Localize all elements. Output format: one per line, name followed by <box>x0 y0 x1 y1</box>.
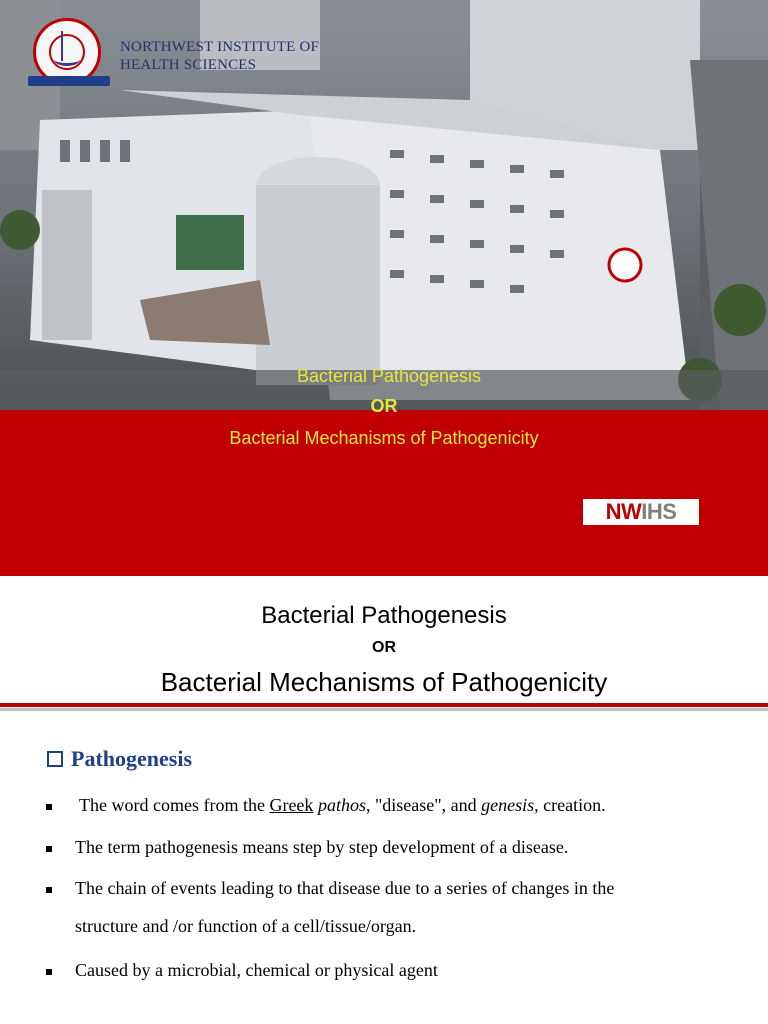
hospital-photo <box>0 0 768 410</box>
square-bullet-icon <box>46 887 52 893</box>
bullet-text: The word comes from the Greek pathos, "disease", and genesis, creation. <box>79 795 606 815</box>
content-slide <box>0 576 768 1024</box>
slide2-title-or: OR <box>372 639 396 656</box>
book-icon <box>54 53 80 66</box>
bullet-text: Caused by a microbial, chemical or physical agent <box>75 960 438 980</box>
institute-name: NORTHWEST INSTITUTE OF HEALTH SCIENCES <box>120 39 320 73</box>
bullet-text: The chain of events leading to that disease due to a series of changes in the structure and /or function of a cell/tissue/organ. <box>75 878 615 936</box>
slide2-title-line2: Bacterial Mechanisms of Pathogenicity <box>160 667 608 697</box>
square-bullet-icon <box>46 969 52 975</box>
square-bullet-icon <box>46 804 52 810</box>
square-bullet-icon <box>46 846 52 852</box>
hospital-building-illustration <box>0 0 768 410</box>
nwihs-logo <box>583 499 699 525</box>
section-heading <box>47 746 192 772</box>
logo-ribbon <box>28 76 110 86</box>
nwihs-logo-nw: NW <box>605 499 642 524</box>
title-divider-red <box>0 703 768 707</box>
bullet-text: The term pathogenesis means step by step development of a disease. <box>75 837 569 857</box>
slide1-title-line1: Bacterial Pathogenesis <box>296 366 482 386</box>
nwihs-logo-ihs: IHS <box>641 499 677 524</box>
slide1-title-or: OR <box>370 396 398 416</box>
title-divider-gray <box>0 708 768 711</box>
checkbox-icon <box>47 751 63 767</box>
slide1-title-line2: Bacterial Mechanisms of Pathogenicity <box>229 428 539 448</box>
slide2-title-line1: Bacterial Pathogenesis <box>261 602 507 629</box>
greek-link[interactable]: Greek <box>269 795 314 815</box>
section-heading-text: Pathogenesis <box>71 746 192 771</box>
